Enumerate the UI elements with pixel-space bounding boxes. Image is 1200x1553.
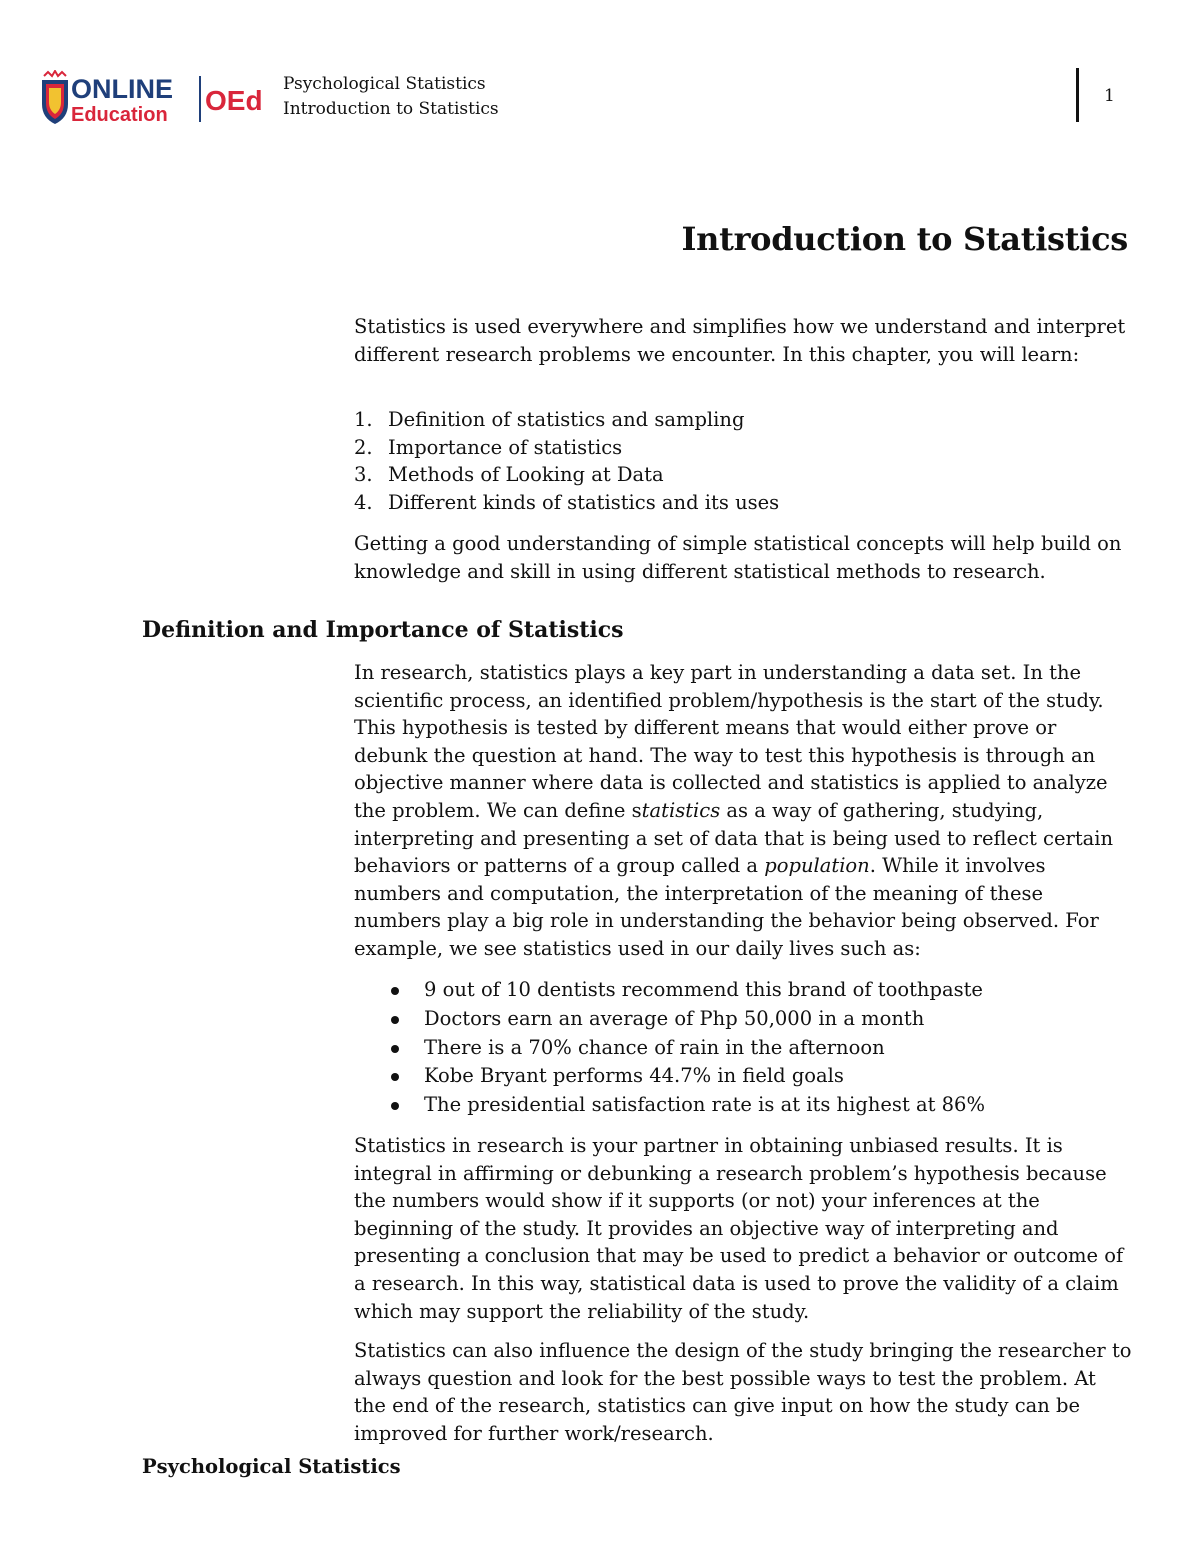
intro-paragraph [354, 313, 1134, 368]
italic-term-population: population [764, 854, 870, 878]
definition-paragraph [354, 659, 1134, 963]
italic-term-statistics: tatistics [641, 798, 721, 822]
list-text: Different kinds of statistics and its uses [388, 490, 780, 514]
online-education-oed-logo [38, 70, 274, 126]
header-module-title: Introduction to Statistics [283, 99, 499, 119]
para-text: as a way of gathering, studying, interpreting and presenting a set of data that is being used to reflect certain behaviors or patterns of a group called a [354, 798, 1114, 878]
study-design-paragraph [354, 1337, 1134, 1447]
list-number: 1. [354, 408, 373, 431]
intro-text: Statistics is used everywhere and simplifies how we understand and interpret different research problems we encounter. In this chapter, you will learn: [354, 315, 1126, 366]
document-title: Introduction to Statistics [681, 220, 1128, 258]
logo-online-text: ONLINE [71, 74, 174, 104]
page-header [38, 68, 1162, 128]
logo-education-text: Education [71, 104, 168, 126]
para-text: Statistics in research is your partner in obtaining unbiased results. It is integral in affirming or debunking a research problem’s hypothesis because the numbers would show if it supports (or not) your inferences at the beginning of the study. It provides an objective way of interpreting and presenting a conclusion that may be used to predict a behavior or outcome of a research. In this way, statistical data is used to prove the validity of a claim which may support the reliability of the study. [354, 1134, 1124, 1323]
research-partner-paragraph [354, 1132, 1134, 1325]
list-number: 2. [354, 435, 373, 459]
closing-text: Getting a good understanding of simple statistical concepts will help build on knowledge and skill in using different statistical methods to research. [354, 532, 1122, 583]
page-number: 1 [1104, 86, 1115, 106]
list-item: The presidential satisfaction rate is at its highest at 86% [388, 1091, 985, 1120]
logo-oed-text: OEd [205, 85, 263, 116]
list-text: Importance of statistics [388, 435, 623, 459]
list-item: There is a 70% chance of rain in the afternoon [388, 1034, 985, 1063]
list-item: 9 out of 10 dentists recommend this brand of toothpaste [388, 976, 985, 1005]
closing-paragraph [354, 530, 1134, 585]
para-text: . While it involves numbers and computation, the interpretation of the meaning of these numbers play a big role in understanding the behavior being observed. For example, we see statistics used in our daily lives such as: [354, 854, 1099, 960]
page-footer: Psychological Statistics [142, 1455, 401, 1478]
header-course-lines [283, 72, 499, 122]
list-item: Doctors earn an average of Php 50,000 in a month [388, 1005, 985, 1034]
examples-list [388, 976, 985, 1120]
para-text: Statistics can also influence the design of the study bringing the researcher to always question and look for the best possible ways to test the problem. At the end of the research, statistics can give input on how the study can be improved for further work/research. [354, 1339, 1132, 1445]
list-number: 4. [354, 490, 373, 514]
list-item: Kobe Bryant performs 44.7% in field goals [388, 1062, 985, 1091]
para-text: In research, statistics plays a key part in understanding a data set. In the scientific process, an identified problem/hypothesis is the start of the study. This hypothesis is tested by different means that would either prove or debunk the question at hand. The way to test this hypothesis is through an objective manner where data is collected and statistics is applied to analyze the problem. We can define s [354, 661, 1108, 822]
list-number: 3. [354, 463, 373, 487]
list-text: Definition of statistics and sampling [388, 408, 745, 431]
list-item [354, 406, 779, 434]
header-divider [1076, 68, 1079, 122]
section-heading: Definition and Importance of Statistics [142, 617, 624, 643]
list-item [354, 489, 779, 517]
objectives-list [354, 406, 779, 516]
list-item [354, 461, 779, 489]
list-text: Methods of Looking at Data [388, 463, 664, 487]
list-item [354, 434, 779, 462]
header-course-title: Psychological Statistics [283, 74, 486, 94]
